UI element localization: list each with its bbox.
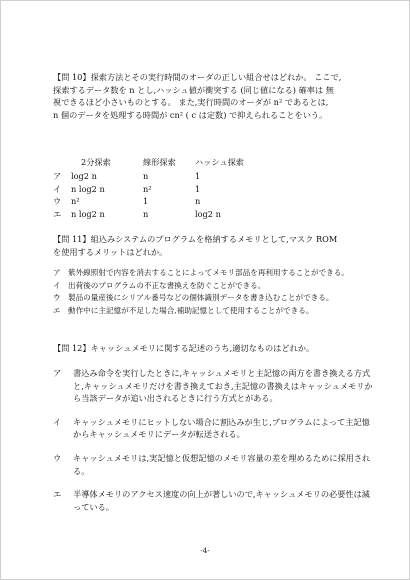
option-mark: イ: [53, 416, 62, 427]
choice-linear-value: 1: [143, 196, 149, 207]
option-mark: エ: [53, 305, 61, 315]
choice-linear-value: n²: [143, 183, 152, 194]
choice-hash-value: 1: [195, 170, 201, 181]
choice-binary-value: n log2 n: [71, 183, 105, 194]
option-i: [53, 280, 375, 293]
option-text: キャッシュメモリにヒットしない場合に割込みが生じ,プログラムによって主記憶からキャッシュメモリにデータが転送される。: [73, 416, 370, 440]
choice-row-i: [53, 183, 265, 196]
option-mark: ア: [53, 368, 62, 378]
option-text: キャッシュメモリは,実記憶と仮想記憶のメモリ容量の差を埋めるために採用される。: [73, 452, 371, 476]
option-mark: イ: [53, 280, 61, 290]
choice-binary-value: n²: [71, 196, 80, 207]
choice-hash-value: 1: [195, 183, 201, 194]
choice-hash-value: log2 n: [195, 209, 221, 220]
choice-table-header-row: [53, 156, 265, 170]
choice-hash-value: n: [195, 196, 201, 207]
choice-mark: ア: [53, 170, 62, 181]
option-mark: ウ: [53, 452, 62, 463]
header-hash-search: ハッシュ探索: [195, 157, 244, 167]
question-10-line: n 個のデータを処理する時間が cn² ( c は定数) で抑えられることをいう。: [53, 109, 328, 120]
question-11-line: を使用するメリットはどれか。: [53, 246, 168, 257]
question-12-text: [53, 342, 375, 355]
option-text: 書込み命令を実行したときに,キャッシュメモリと主記憶の両方を書き換える方式と,キャッシュメモリだけを書き換えておき,主記憶の書換えはキャッシュメモリから当該データが追い出されるときに行う方式とがある。: [73, 368, 373, 404]
question-11-line: 【問 11】組込みシステムのプログラムを格納するメモリとして,マスク ROM: [53, 234, 338, 244]
question-12-options: [53, 367, 375, 524]
choice-binary-value: log2 n: [71, 170, 97, 181]
choice-mark: ウ: [53, 196, 62, 207]
option-text: 半導体メモリのアクセス速度の向上が著しいので,キャッシュメモリの必要性は減っている。: [73, 489, 370, 512]
option-mark: ア: [53, 268, 61, 277]
option-u: [53, 292, 375, 305]
choice-row-u: [53, 195, 265, 208]
question-12-title: 【問 12】キャッシュメモリに関する記述のうち,適切なものはどれか。: [53, 343, 315, 353]
option-i: [53, 416, 375, 441]
question-11-options: [53, 267, 375, 317]
option-a: [53, 367, 375, 405]
option-text: 出荷後のプログラムの不正な書換えを防ぐことができる。: [68, 280, 266, 290]
question-11-text: [53, 233, 375, 258]
option-e: [53, 488, 375, 513]
option-mark: ウ: [53, 293, 61, 303]
choice-linear-value: n: [143, 209, 149, 220]
option-text: 紫外線照射で内容を消去することによってメモリ部品を再利用することができる。: [68, 268, 349, 277]
header-binary-search: 2分探索: [81, 157, 111, 167]
option-a: [53, 267, 375, 280]
header-linear-search: 線形探索: [143, 157, 176, 167]
choice-row-e: [53, 208, 265, 221]
choice-linear-value: n: [143, 170, 149, 181]
question-10-choice-table: [53, 156, 265, 221]
choice-row-a: [53, 170, 265, 183]
question-10-line: 【問 10】探索方法とその実行時間のオーダの正しい組合せはどれか。 ここで,: [53, 72, 342, 82]
option-mark: エ: [53, 489, 62, 500]
question-10-text: [53, 71, 375, 121]
choice-binary-value: n log2 n: [71, 209, 105, 220]
question-10-line: 探索するデータ数を n とし,ハッシュ値が衝突する (同じ値になる) 確率は 無: [53, 84, 334, 95]
option-u: [53, 452, 375, 477]
option-text: 製品の量産後にシリアル番号などの個体識別データを書き込むことができる。: [68, 293, 334, 303]
option-e: [53, 305, 375, 318]
choice-mark: エ: [53, 209, 62, 220]
question-10-line: 視できるほど小さいものとする。 また,実行時間のオーダが n² であるとは,: [53, 97, 329, 108]
choice-mark: イ: [53, 183, 62, 194]
page-number: -4-: [200, 547, 210, 555]
option-text: 動作中に主記憶が不足した場合,補助記憶として使用することができる。: [68, 305, 314, 315]
